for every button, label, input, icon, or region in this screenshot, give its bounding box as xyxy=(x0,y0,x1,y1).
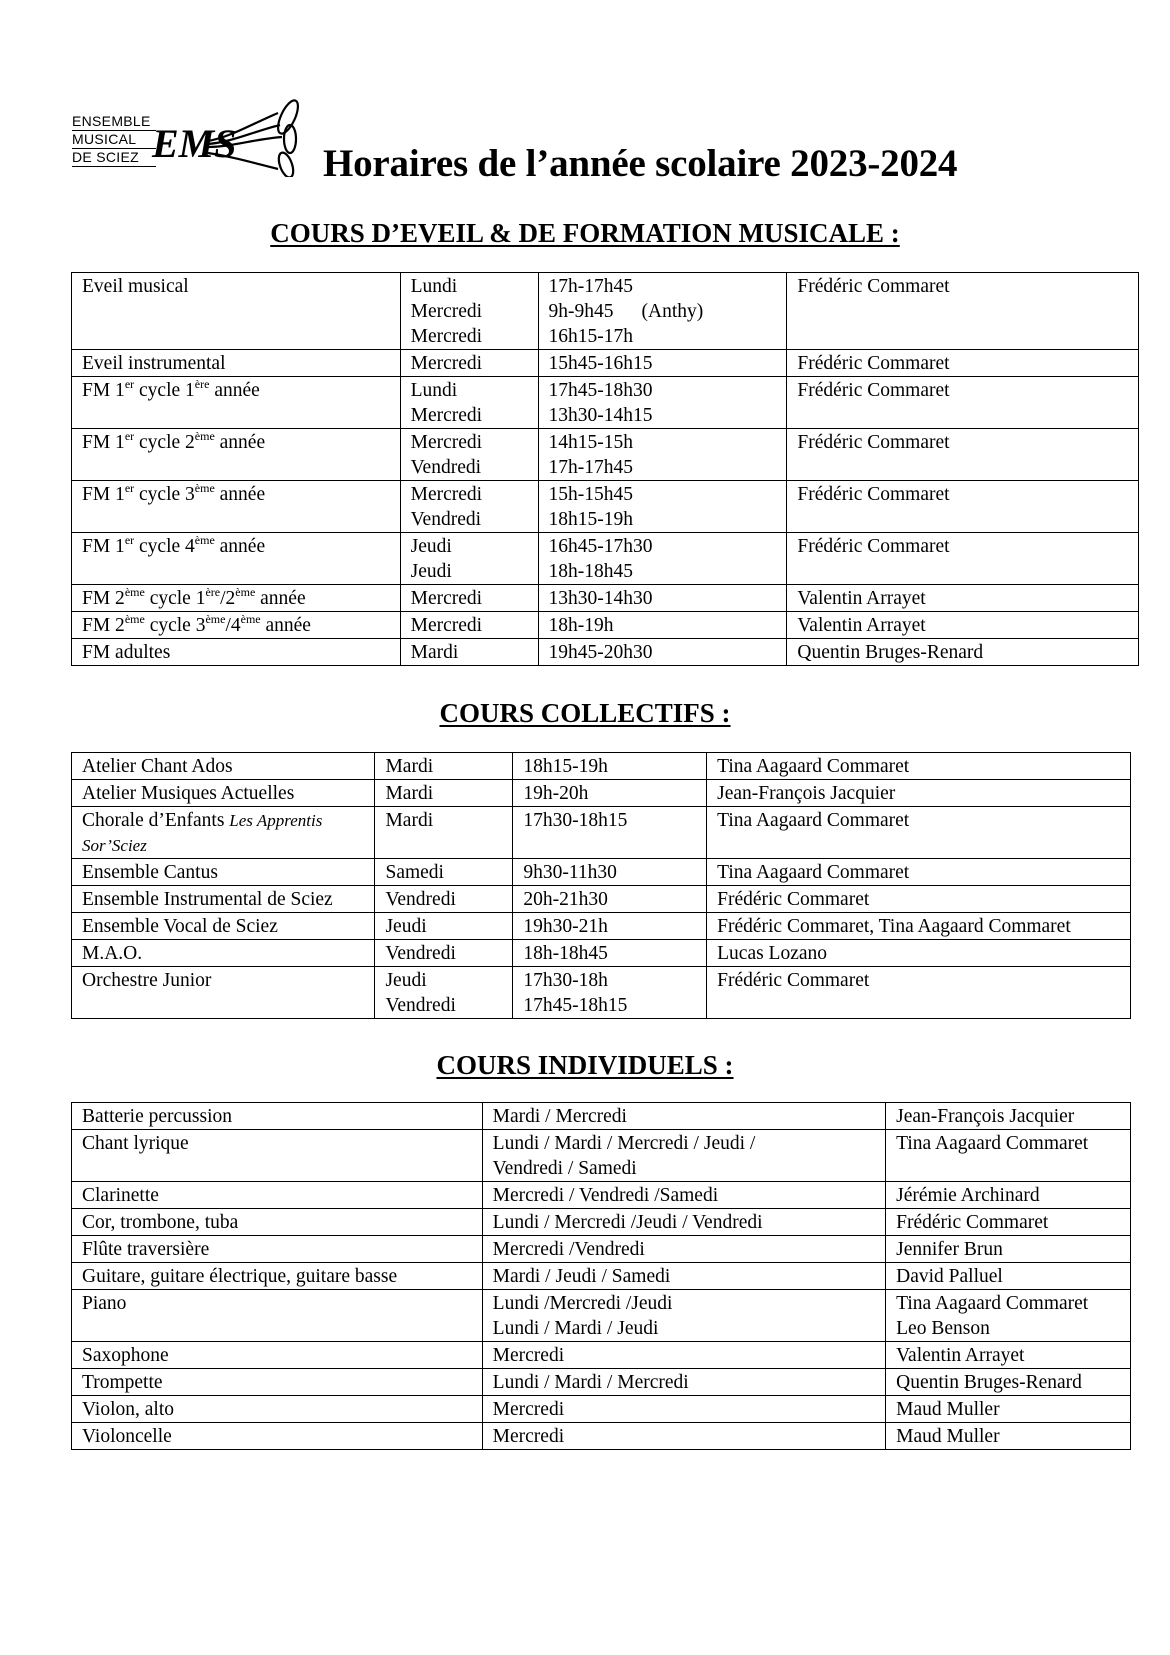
days-cell: Mardi xyxy=(375,807,513,859)
days-cell: Lundi / Mercredi /Jeudi / Vendredi xyxy=(482,1209,885,1236)
teacher-cell: Tina Aagaard Commaret xyxy=(707,807,1131,859)
table-row xyxy=(72,1263,1131,1290)
table-row xyxy=(72,886,1131,913)
times-cell: 14h15-15h 17h-17h45 xyxy=(538,429,787,481)
course-cell: Piano xyxy=(72,1290,483,1342)
days-cell: Lundi / Mardi / Mercredi xyxy=(482,1369,885,1396)
course-cell: Eveil instrumental xyxy=(72,350,401,377)
teacher-cell: Lucas Lozano xyxy=(707,940,1131,967)
course-cell: Clarinette xyxy=(72,1182,483,1209)
days-cell: Mercredi xyxy=(400,350,538,377)
times-cell: 20h-21h30 xyxy=(513,886,707,913)
table-row xyxy=(72,639,1139,666)
days-cell: Vendredi xyxy=(375,886,513,913)
days-cell: Jeudi Jeudi xyxy=(400,533,538,585)
table-row xyxy=(72,1342,1131,1369)
logo-text xyxy=(72,113,156,167)
teacher-cell: Valentin Arrayet xyxy=(787,612,1139,639)
teacher-cell: Jean-François Jacquier xyxy=(886,1103,1131,1130)
days-cell: Mardi / Mercredi xyxy=(482,1103,885,1130)
teacher-cell: Valentin Arrayet xyxy=(787,585,1139,612)
individuels-table xyxy=(71,1102,1131,1450)
times-cell: 13h30-14h30 xyxy=(538,585,787,612)
times-cell: 18h15-19h xyxy=(513,753,707,780)
teacher-cell: Frédéric Commaret xyxy=(886,1209,1131,1236)
days-cell: Lundi Mercredi xyxy=(400,377,538,429)
table-row xyxy=(72,585,1139,612)
times-cell: 9h30-11h30 xyxy=(513,859,707,886)
table-row xyxy=(72,429,1139,481)
table-row xyxy=(72,913,1131,940)
times-cell: 19h-20h xyxy=(513,780,707,807)
days-cell: Mercredi Vendredi xyxy=(400,481,538,533)
teacher-cell: Frédéric Commaret xyxy=(787,377,1139,429)
table-row xyxy=(72,1423,1131,1450)
course-cell: Trompette xyxy=(72,1369,483,1396)
teacher-cell: Frédéric Commaret xyxy=(787,429,1139,481)
logo-line-2: MUSICAL xyxy=(72,131,156,149)
logo-line-3: DE SCIEZ xyxy=(72,149,156,167)
course-cell: M.A.O. xyxy=(72,940,375,967)
times-cell: 15h45-16h15 xyxy=(538,350,787,377)
days-cell: Mercredi /Vendredi xyxy=(482,1236,885,1263)
formation-table xyxy=(71,272,1139,666)
table-row xyxy=(72,1103,1131,1130)
teacher-cell: Tina Aagaard Commaret xyxy=(707,859,1131,886)
table-row xyxy=(72,1290,1131,1342)
times-cell: 19h30-21h xyxy=(513,913,707,940)
course-cell: FM adultes xyxy=(72,639,401,666)
teacher-cell: Jérémie Archinard xyxy=(886,1182,1131,1209)
course-cell: FM 1er cycle 4ème année xyxy=(72,533,401,585)
table-row xyxy=(72,1369,1131,1396)
times-cell: 18h-18h45 xyxy=(513,940,707,967)
teacher-cell: Maud Muller xyxy=(886,1396,1131,1423)
days-cell: Mercredi xyxy=(400,585,538,612)
section-title-formation: COURS D’EVEIL & DE FORMATION MUSICALE : xyxy=(270,218,900,248)
table-row xyxy=(72,1182,1131,1209)
table-row xyxy=(72,940,1131,967)
days-cell: Mercredi xyxy=(482,1396,885,1423)
table-row xyxy=(72,481,1139,533)
course-cell: Ensemble Vocal de Sciez xyxy=(72,913,375,940)
days-cell: Mercredi Vendredi xyxy=(400,429,538,481)
course-cell: FM 1er cycle 3ème année xyxy=(72,481,401,533)
course-cell: Flûte traversière xyxy=(72,1236,483,1263)
teacher-cell: Jean-François Jacquier xyxy=(707,780,1131,807)
location-note: (Anthy) xyxy=(641,301,704,322)
course-cell: Chorale d’Enfants Les Apprentis Sor’Sciez xyxy=(72,807,375,859)
times-cell: 16h45-17h30 18h-18h45 xyxy=(538,533,787,585)
course-cell: FM 2ème cycle 1ère/2ème année xyxy=(72,585,401,612)
table-row xyxy=(72,967,1131,1019)
times-cell: 17h45-18h30 13h30-14h15 xyxy=(538,377,787,429)
teacher-cell: Frédéric Commaret xyxy=(787,350,1139,377)
teacher-cell: Tina Aagaard Commaret xyxy=(886,1130,1131,1182)
table-row xyxy=(72,377,1139,429)
times-cell: 15h-15h45 18h15-19h xyxy=(538,481,787,533)
table-row xyxy=(72,807,1131,859)
logo-line-1: ENSEMBLE xyxy=(72,113,156,131)
course-cell: Chant lyrique xyxy=(72,1130,483,1182)
course-cell: Atelier Chant Ados xyxy=(72,753,375,780)
days-cell: Jeudi Vendredi xyxy=(375,967,513,1019)
days-cell: Mercredi xyxy=(400,612,538,639)
teacher-cell: Frédéric Commaret, Tina Aagaard Commaret xyxy=(707,913,1131,940)
days-cell: Mardi / Jeudi / Samedi xyxy=(482,1263,885,1290)
table-row xyxy=(72,533,1139,585)
teacher-cell: Frédéric Commaret xyxy=(787,481,1139,533)
page-title: Horaires de l’année scolaire 2023-2024 xyxy=(323,142,958,185)
teacher-cell: Frédéric Commaret xyxy=(787,273,1139,350)
days-cell: Lundi Mercredi Mercredi xyxy=(400,273,538,350)
course-cell: FM 2ème cycle 3ème/4ème année xyxy=(72,612,401,639)
table-row xyxy=(72,1396,1131,1423)
days-cell: Mercredi xyxy=(482,1423,885,1450)
teacher-cell: Frédéric Commaret xyxy=(707,967,1131,1019)
times-cell: 17h-17h45 9h-9h45 (Anthy) 16h15-17h xyxy=(538,273,787,350)
course-cell: Ensemble Cantus xyxy=(72,859,375,886)
course-cell: Orchestre Junior xyxy=(72,967,375,1019)
days-cell: Mardi xyxy=(400,639,538,666)
teacher-cell: David Palluel xyxy=(886,1263,1131,1290)
course-cell: FM 1er cycle 1ère année xyxy=(72,377,401,429)
teacher-cell: Valentin Arrayet xyxy=(886,1342,1131,1369)
course-cell: FM 1er cycle 2ème année xyxy=(72,429,401,481)
days-cell: Lundi / Mardi / Mercredi / Jeudi / Vendredi / Samedi xyxy=(482,1130,885,1182)
svg-text:EMS: EMS xyxy=(152,121,237,166)
teacher-cell: Frédéric Commaret xyxy=(707,886,1131,913)
days-cell: Mardi xyxy=(375,753,513,780)
table-row xyxy=(72,1130,1131,1182)
course-cell: Violon, alto xyxy=(72,1396,483,1423)
horn-logo-icon xyxy=(150,97,300,177)
course-cell: Eveil musical xyxy=(72,273,401,350)
teacher-cell: Quentin Bruges-Renard xyxy=(787,639,1139,666)
table-row xyxy=(72,1236,1131,1263)
days-cell: Vendredi xyxy=(375,940,513,967)
days-cell: Mardi xyxy=(375,780,513,807)
teacher-cell: Tina Aagaard Commaret xyxy=(707,753,1131,780)
section-title-collectifs: COURS COLLECTIFS : xyxy=(439,698,731,728)
times-cell: 18h-19h xyxy=(538,612,787,639)
course-cell: Saxophone xyxy=(72,1342,483,1369)
collectifs-table xyxy=(71,752,1131,1019)
teacher-cell: Frédéric Commaret xyxy=(787,533,1139,585)
course-cell: Guitare, guitare électrique, guitare basse xyxy=(72,1263,483,1290)
course-cell: Cor, trombone, tuba xyxy=(72,1209,483,1236)
table-row xyxy=(72,859,1131,886)
table-row xyxy=(72,1209,1131,1236)
table-row xyxy=(72,350,1139,377)
days-cell: Lundi /Mercredi /Jeudi Lundi / Mardi / Jeudi xyxy=(482,1290,885,1342)
teacher-cell: Jennifer Brun xyxy=(886,1236,1131,1263)
days-cell: Mercredi xyxy=(482,1342,885,1369)
course-cell: Violoncelle xyxy=(72,1423,483,1450)
times-cell: 17h30-18h15 xyxy=(513,807,707,859)
days-cell: Jeudi xyxy=(375,913,513,940)
course-cell: Atelier Musiques Actuelles xyxy=(72,780,375,807)
table-row xyxy=(72,753,1131,780)
days-cell: Samedi xyxy=(375,859,513,886)
course-cell: Ensemble Instrumental de Sciez xyxy=(72,886,375,913)
teacher-cell: Maud Muller xyxy=(886,1423,1131,1450)
table-row xyxy=(72,612,1139,639)
ems-logo xyxy=(72,97,302,177)
table-row xyxy=(72,273,1139,350)
days-cell: Mercredi / Vendredi /Samedi xyxy=(482,1182,885,1209)
section-title-individuels: COURS INDIVIDUELS : xyxy=(436,1050,734,1080)
course-cell: Batterie percussion xyxy=(72,1103,483,1130)
teacher-cell: Tina Aagaard Commaret Leo Benson xyxy=(886,1290,1131,1342)
table-row xyxy=(72,780,1131,807)
teacher-cell: Quentin Bruges-Renard xyxy=(886,1369,1131,1396)
times-cell: 17h30-18h 17h45-18h15 xyxy=(513,967,707,1019)
times-cell: 19h45-20h30 xyxy=(538,639,787,666)
